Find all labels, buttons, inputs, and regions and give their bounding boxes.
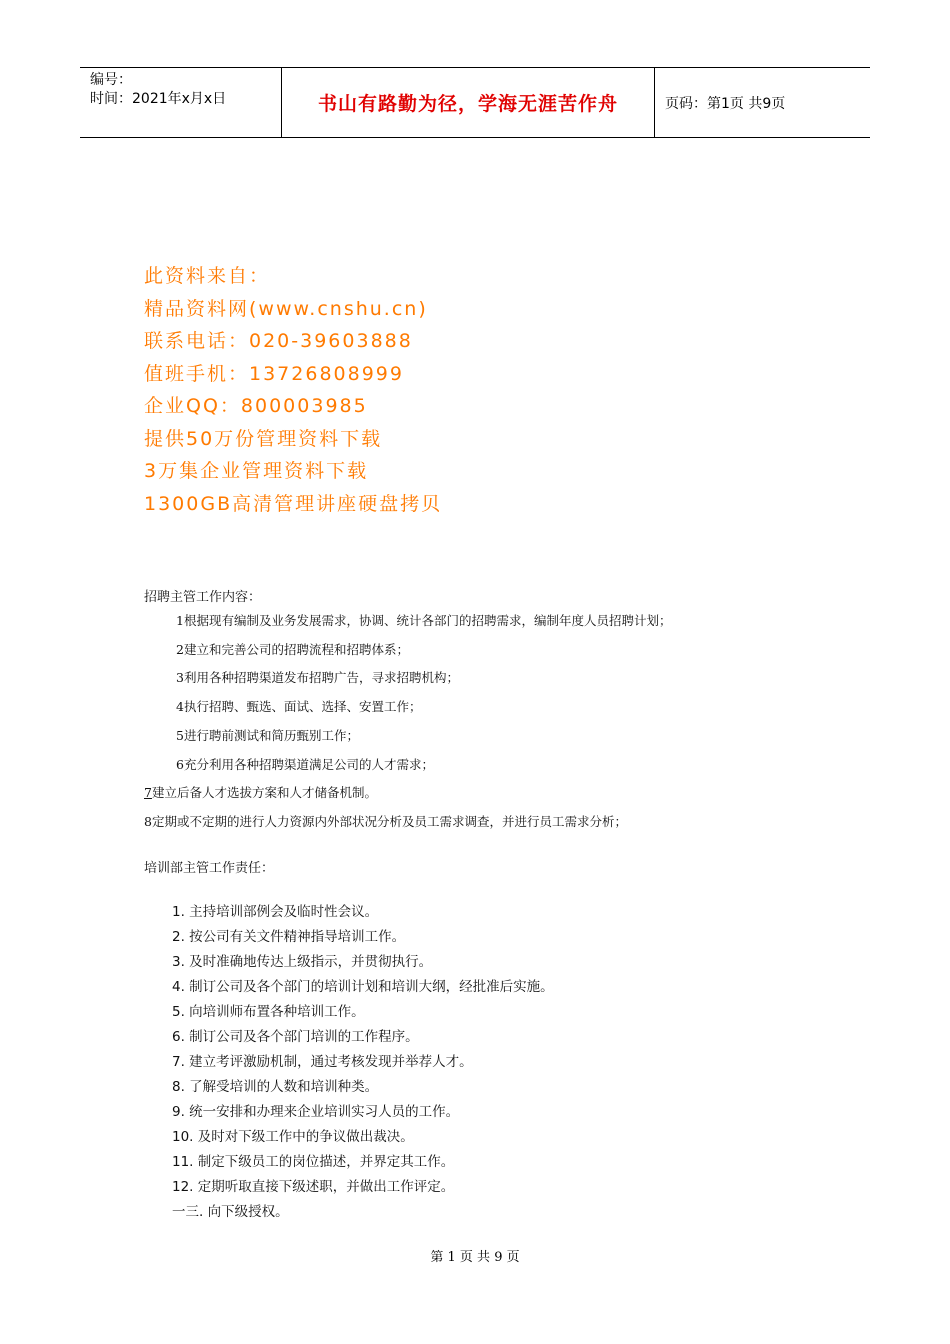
list-item: 5进行聘前测试和简历甄别工作； <box>176 727 359 743</box>
header-motto: 书山有路勤为径，学海无涯苦作舟 <box>317 93 618 115</box>
list-item: 5. 向培训师布置各种培训工作。 <box>172 1004 365 1020</box>
header-info-cell <box>80 68 282 137</box>
recruiting-duties-list <box>144 607 671 837</box>
list-item: 1根据现有编制及业务发展需求，协调、统计各部门的招聘需求，编制年度人员招聘计划； <box>176 613 672 628</box>
recruiting-section-title: 招聘主管工作内容： <box>144 590 262 605</box>
list-item: 8. 了解受培训的人数和培训种类。 <box>172 1079 379 1095</box>
promo-block <box>144 260 442 520</box>
list-item <box>144 779 671 808</box>
list-item: 9. 统一安排和办理来企业培训实习人员的工作。 <box>172 1104 460 1120</box>
training-duties-list <box>172 900 554 1225</box>
list-item: 2. 按公司有关文件精神指导培训工作。 <box>172 929 406 945</box>
list-item: 4执行招聘、甄选、面试、选择、安置工作； <box>176 699 422 715</box>
promo-line: 值班手机：13726808999 <box>144 362 404 385</box>
header-page-cell <box>655 68 870 137</box>
promo-line: 提供50万份管理资料下载 <box>144 427 383 450</box>
page-header <box>80 67 870 138</box>
promo-line: 此资料来自： <box>144 265 271 287</box>
document-number-label: 编号： <box>90 72 132 88</box>
list-item: 11. 制定下级员工的岗位描述，并界定其工作。 <box>172 1154 455 1170</box>
list-item: 1. 主持培训部例会及临时性会议。 <box>172 904 379 920</box>
list-item: 6. 制订公司及各个部门培训的工作程序。 <box>172 1029 419 1045</box>
list-item: 4. 制订公司及各个部门的培训计划和培训大纲，经批准后实施。 <box>172 979 554 995</box>
training-section-title: 培训部主管工作责任： <box>144 861 275 876</box>
list-item-text: 建立后备人才选拔方案和人才储备机制。 <box>151 785 377 801</box>
page-footer: 第 1 页 共 9 页 <box>430 1250 520 1265</box>
promo-line: 精品资料网(www.cnshu.cn) <box>144 297 428 320</box>
list-item: 2建立和完善公司的招聘流程和招聘体系； <box>176 641 409 657</box>
document-date-label: 时间：2021年x月x日 <box>90 91 227 107</box>
list-item: 3. 及时准确地传达上级指示，并贯彻执行。 <box>172 954 433 970</box>
promo-line: 联系电话：020-39603888 <box>144 330 413 352</box>
list-item: 7. 建立考评激励机制，通过考核发现并举荐人才。 <box>172 1054 473 1070</box>
list-item: 6充分利用各种招聘渠道满足公司的人才需求； <box>176 756 434 772</box>
promo-line: 1300GB高清管理讲座硬盘拷贝 <box>144 492 443 515</box>
promo-line: 企业QQ：800003985 <box>144 395 368 417</box>
header-motto-cell <box>282 68 655 137</box>
list-item-number: 7 <box>144 785 152 801</box>
header-page-number: 页码：第1页 共9页 <box>665 95 786 112</box>
list-item: 3利用各种招聘渠道发布招聘广告，寻求招聘机构； <box>176 670 459 686</box>
list-item: 10. 及时对下级工作中的争议做出裁决。 <box>172 1129 414 1145</box>
list-item: 12. 定期听取直接下级述职，并做出工作评定。 <box>172 1179 455 1195</box>
list-item: 8定期或不定期的进行人力资源内外部状况分析及员工需求调查，并进行员工需求分析； <box>144 813 627 829</box>
promo-line: 3万集企业管理资料下载 <box>144 460 369 482</box>
list-item: 一三. 向下级授权。 <box>172 1204 289 1220</box>
